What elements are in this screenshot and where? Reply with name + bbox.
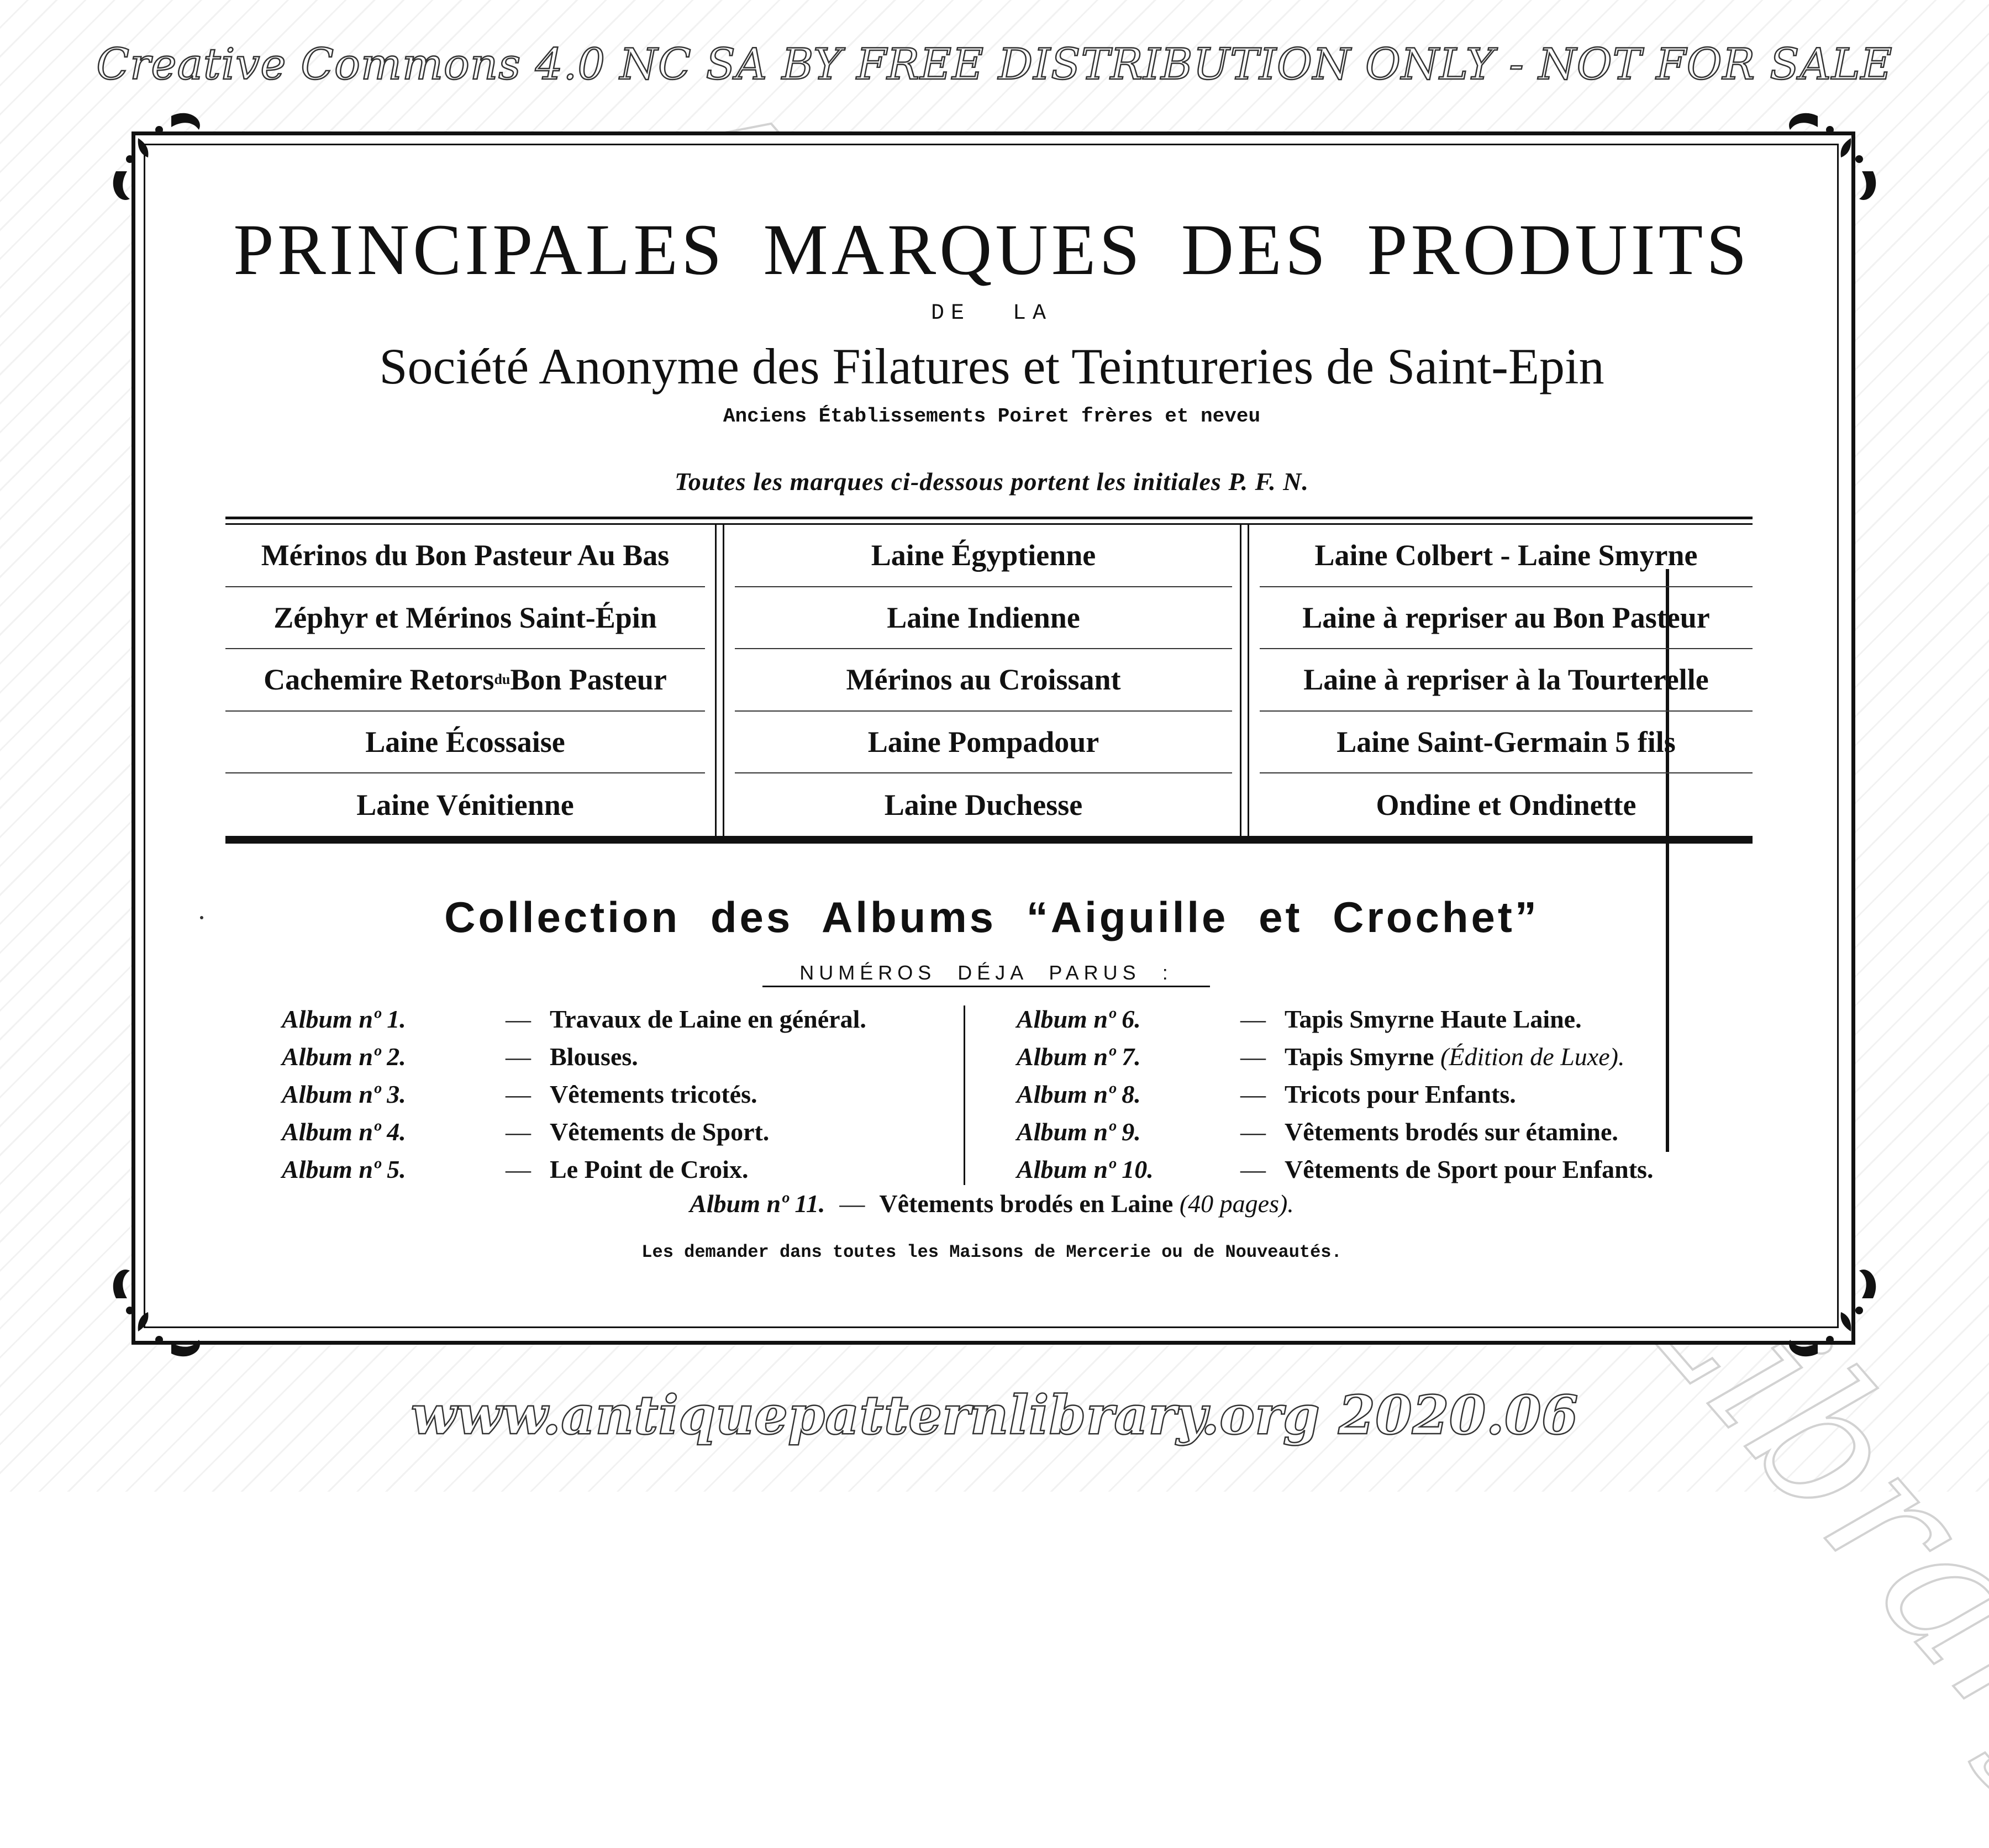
- brand-column-2: [735, 525, 1232, 836]
- album-dash: —: [1240, 1117, 1266, 1146]
- album-dash: —: [506, 1155, 531, 1183]
- album-item: [1017, 1038, 1653, 1075]
- album-number: Album nº 7.: [1017, 1042, 1141, 1071]
- initials-note: Toutes les marques ci-dessous portent les initiales P. F. N.: [675, 467, 1309, 496]
- album-title-extra: (Édition de Luxe).: [1440, 1042, 1625, 1071]
- album-title: Tricots pour Enfants.: [1285, 1080, 1516, 1108]
- album-number: Album nº 2.: [282, 1042, 406, 1071]
- availability-note: Les demander dans toutes les Maisons de Mercerie ou de Nouveautés.: [641, 1242, 1342, 1262]
- album-item: [282, 1000, 866, 1038]
- album-dash: —: [506, 1080, 531, 1108]
- album-column-separator: [964, 1005, 965, 1185]
- brand-item: Laine Saint-Germain 5 fils: [1260, 712, 1753, 774]
- album-list-right: [1017, 1000, 1653, 1188]
- brand-column-3: [1260, 525, 1753, 836]
- album-item: [282, 1038, 866, 1075]
- album-number: Album nº 1.: [282, 1004, 406, 1033]
- company-name: Société Anonyme des Filatures et Teintureries de Saint-Epin: [379, 338, 1604, 394]
- album-title: Vêtements de Sport pour Enfants.: [1285, 1155, 1654, 1183]
- brand-item-part: Bon Pasteur: [510, 663, 667, 697]
- former-establishments: Anciens Établissements Poiret frères et neveu: [723, 405, 1261, 428]
- license-notice: Creative Commons 4.0 NC SA BY FREE DISTRIBUTION ONLY - NOT FOR SALE: [96, 40, 1893, 89]
- brand-item: Laine Écossaise: [225, 712, 705, 774]
- album-item: [282, 1150, 866, 1188]
- brand-item: Laine Colbert - Laine Smyrne: [1260, 525, 1753, 587]
- brand-item: Zéphyr et Mérinos Saint-Épin: [225, 587, 705, 650]
- de-la-label: DE LA: [930, 301, 1053, 326]
- album-list-left: [282, 1000, 866, 1188]
- album-item: [1017, 1000, 1653, 1038]
- brand-item-part: Cachemire Retors: [264, 663, 494, 697]
- brand-item-part: du: [494, 671, 511, 688]
- album-dash: —: [1240, 1042, 1266, 1071]
- album-number: Album nº 5.: [282, 1155, 406, 1183]
- album-dash: —: [1240, 1004, 1266, 1033]
- album-title: Blouses.: [550, 1042, 638, 1071]
- album-title: Vêtements brodés sur étamine.: [1285, 1117, 1618, 1146]
- brand-item: Ondine et Ondinette: [1376, 788, 1637, 822]
- brand-item: Laine Indienne: [735, 587, 1232, 650]
- album-number: Album nº 10.: [1017, 1155, 1154, 1183]
- album-dash: —: [1240, 1080, 1266, 1108]
- brand-item: Laine Égyptienne: [735, 525, 1232, 587]
- album-dash: —: [506, 1004, 531, 1033]
- album-dash: —: [839, 1189, 865, 1218]
- brand-item: Laine à repriser au Bon Pasteur: [1260, 587, 1753, 650]
- album-number: Album nº 6.: [1017, 1004, 1141, 1033]
- brand-item: Mérinos au Croissant: [735, 649, 1232, 712]
- album-title-extra: (40 pages).: [1179, 1189, 1294, 1218]
- album-title: [1285, 1042, 1624, 1071]
- brand-item: Laine Vénitienne: [356, 788, 574, 822]
- watermark: Library: [1589, 1194, 1989, 1848]
- brand-item: Mérinos du Bon Pasteur Au Bas: [225, 525, 705, 587]
- albums-title: Collection des Albums “Aiguille et Crochet”: [444, 893, 1539, 941]
- album-title: Travaux de Laine en général.: [550, 1004, 866, 1033]
- album-number: Album nº 9.: [1017, 1117, 1141, 1146]
- album-title: Le Point de Croix.: [550, 1155, 749, 1183]
- table-rule-top: [225, 517, 1753, 519]
- album-title: Vêtements tricotés.: [550, 1080, 757, 1108]
- album-item: [282, 1075, 866, 1113]
- album-item: [1017, 1075, 1653, 1113]
- album-item: [1017, 1150, 1653, 1188]
- brand-item: [225, 649, 705, 712]
- album-title: Vêtements de Sport.: [550, 1117, 770, 1146]
- brand-item: Laine Pompadour: [735, 712, 1232, 774]
- album-title: Tapis Smyrne Haute Laine.: [1285, 1004, 1582, 1033]
- table-rule-bottom: [225, 836, 1753, 844]
- album-dash: —: [506, 1117, 531, 1146]
- album-item: [282, 1113, 866, 1150]
- album-number: Album nº 3.: [282, 1080, 406, 1108]
- page-title: PRINCIPALES MARQUES DES PRODUITS: [233, 209, 1750, 290]
- album-title-main: Tapis Smyrne: [1285, 1042, 1434, 1071]
- album-number: Album nº 11.: [690, 1189, 825, 1218]
- album-item: [1017, 1113, 1653, 1150]
- album-number: Album nº 8.: [1017, 1080, 1141, 1108]
- album-dash: —: [1240, 1155, 1266, 1183]
- brand-item: Laine Duchesse: [884, 788, 1083, 822]
- albums-subtitle: NUMÉROS DÉJA PARUS :: [762, 961, 1210, 987]
- album-dash: —: [506, 1042, 531, 1071]
- album-item-11: [166, 1189, 1818, 1218]
- brand-item: Laine à repriser à la Tourterelle: [1260, 649, 1753, 712]
- album-number: Album nº 4.: [282, 1117, 406, 1146]
- brand-column-1: [225, 525, 705, 836]
- website-credit: www.antiquepatternlibrary.org 2020.06: [411, 1384, 1578, 1446]
- album-title: Vêtements brodés en Laine: [879, 1189, 1174, 1218]
